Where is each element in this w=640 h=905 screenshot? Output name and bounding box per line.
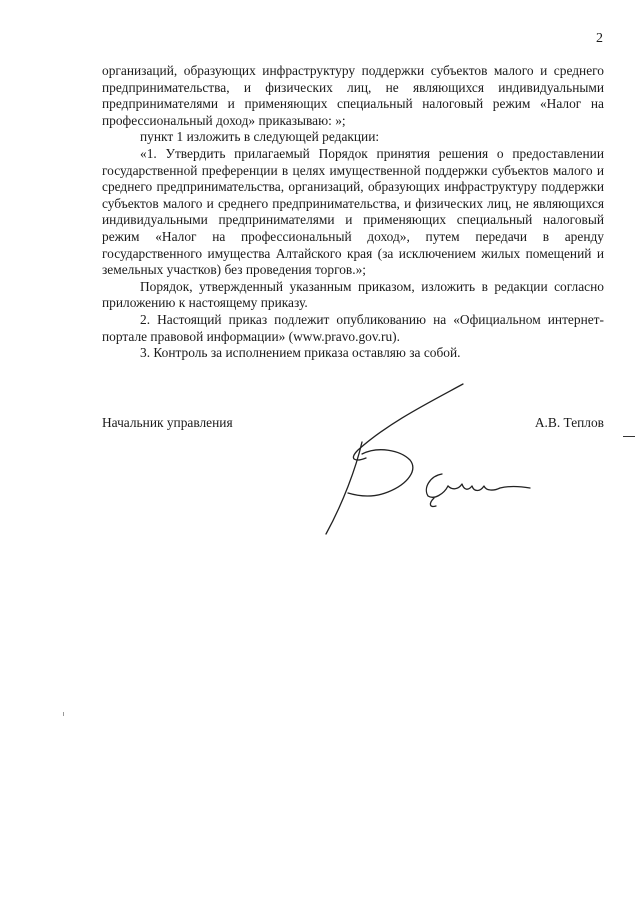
signer-position: Начальник управления <box>102 415 233 430</box>
edge-mark <box>623 436 635 437</box>
paragraph: организаций, образующих инфраструктуру поддержки субъектов малого и среднего предпринимательства, и физических лиц, не являющихся индивидуальными предпринимателями и применяющих специальный налоговый режим «Налог на профессиональный доход» приказываю: »; <box>102 63 604 128</box>
handwritten-signature <box>318 378 538 538</box>
document-body <box>102 63 604 362</box>
paragraph: пункт 1 изложить в следующей редакции: <box>140 129 380 145</box>
margin-speck <box>63 712 64 716</box>
paragraph: Порядок, утвержденный указанным приказом, изложить в редакции согласно приложению к настоящему приказу. <box>102 278 604 311</box>
paragraph: 2. Настоящий приказ подлежит опубликованию на «Официальном интернет-портале правовой информации» (www.pravo.gov.ru). <box>102 311 604 344</box>
page-number: 2 <box>596 31 603 46</box>
paragraph: 3. Контроль за исполнением приказа оставляю за собой. <box>140 345 461 361</box>
paragraph: «1. Утвердить прилагаемый Порядок принятия решения о предоставлении государственной преференции в целях имущественной поддержки субъектов малого и среднего предпринимательства, организаций, образующих инфраструктуру поддержки субъектов малого и среднего предпринимательства, и физических лиц, не являющихся индивидуальными предпринимателями и применяющих специальный налоговый режим «Налог на профессиональный доход», путем передачи в аренду государственного имущества Алтайского края (за исключением жилых помещений и земельных участков) без проведения торгов.»; <box>102 145 604 278</box>
signer-name: А.В. Теплов <box>534 415 604 430</box>
